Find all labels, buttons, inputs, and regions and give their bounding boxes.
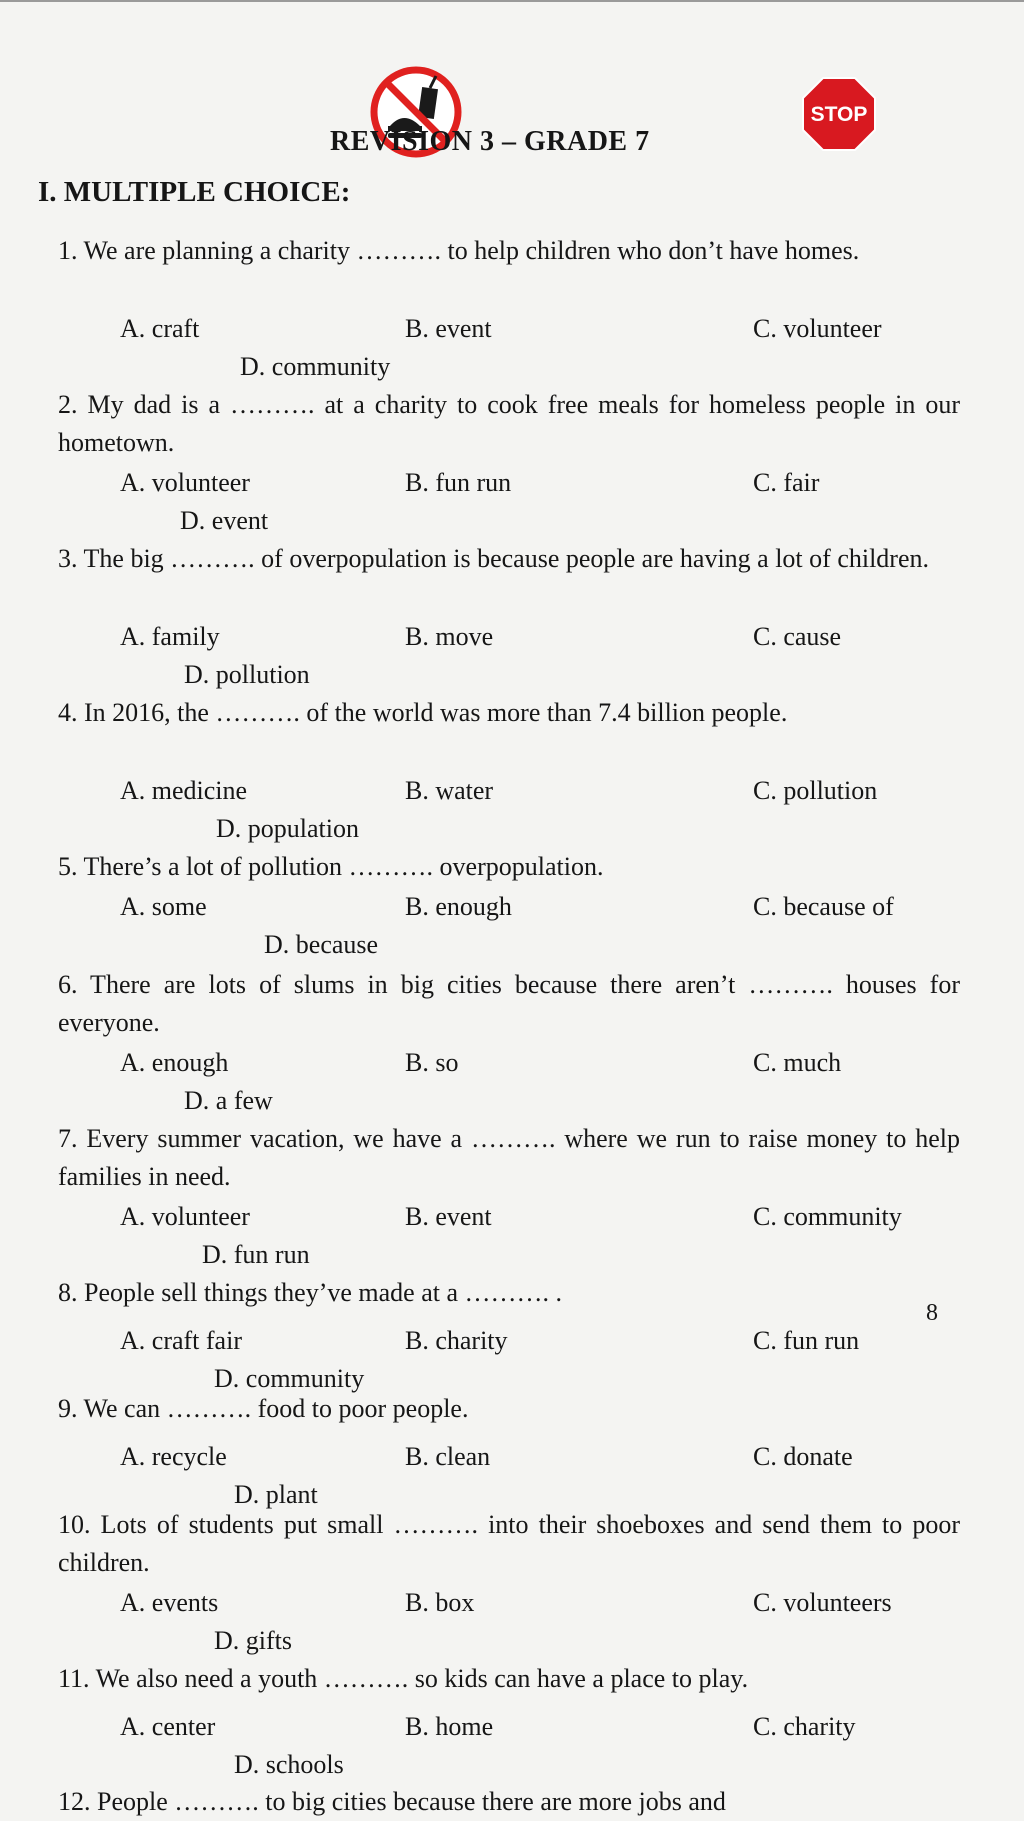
question-text: 11. We also need a youth ………. so kids can have a place to play. — [58, 1664, 749, 1693]
question-9 — [58, 1390, 960, 1428]
option-d: D. event — [180, 506, 269, 535]
option-b: B. water — [405, 776, 494, 805]
option-b: B. box — [405, 1588, 475, 1617]
question-text: 9. We can ………. food to poor people. — [58, 1394, 469, 1423]
option-a: A. center — [120, 1712, 216, 1741]
question-12 — [58, 1783, 960, 1821]
question-5 — [58, 848, 960, 886]
margin-note: 8 — [926, 1300, 938, 1326]
question-text: 12. People ………. to big cities because there are more jobs and — [58, 1787, 726, 1816]
option-a: A. events — [120, 1588, 219, 1617]
option-b: B. move — [405, 622, 494, 651]
page-title: REVISION 3 – GRADE 7 — [330, 126, 650, 157]
question-6 — [58, 966, 960, 1042]
question-text: 6. There are lots of slums in big cities because there aren’t ………. houses for everyone. — [58, 970, 960, 1037]
option-d: D. population — [216, 814, 359, 843]
stop-sign-text: STOP — [810, 103, 868, 126]
question-text: 5. There’s a lot of pollution ………. overpopulation. — [58, 852, 604, 881]
option-a: A. volunteer — [120, 1202, 250, 1231]
option-a: A. family — [120, 622, 220, 651]
section-heading: I. MULTIPLE CHOICE: — [38, 176, 351, 208]
option-d: D. pollution — [184, 660, 310, 689]
question-text: 4. In 2016, the ………. of the world was more than 7.4 billion people. — [58, 698, 788, 727]
option-d: D. plant — [234, 1480, 318, 1509]
option-d: D. community — [214, 1364, 365, 1393]
option-a: A. craft — [120, 314, 200, 343]
question-8 — [58, 1274, 960, 1312]
option-c: C. charity — [753, 1712, 856, 1741]
option-d: D. schools — [234, 1750, 344, 1779]
option-d: D. a few — [184, 1086, 273, 1115]
question-10 — [58, 1506, 960, 1582]
question-text: 7. Every summer vacation, we have a ………. where we run to raise money to help families in need. — [58, 1124, 960, 1191]
option-a: A. enough — [120, 1048, 229, 1077]
option-b: B. clean — [405, 1442, 491, 1471]
option-b: B. fun run — [405, 468, 512, 497]
option-a: A. recycle — [120, 1442, 227, 1471]
option-c: C. cause — [753, 622, 842, 651]
question-2 — [58, 386, 960, 462]
question-1 — [58, 232, 960, 270]
question-text: 3. The big ………. of overpopulation is because people are having a lot of children. — [58, 544, 929, 573]
option-b: B. home — [405, 1712, 494, 1741]
option-b: B. so — [405, 1048, 459, 1077]
option-a: A. volunteer — [120, 468, 250, 497]
option-c: C. pollution — [753, 776, 878, 805]
question-3 — [58, 540, 960, 578]
option-d: D. because — [264, 930, 379, 959]
question-11 — [58, 1660, 960, 1698]
option-c: C. fair — [753, 468, 820, 497]
option-d: D. community — [240, 352, 391, 381]
stop-sign-icon — [801, 76, 877, 152]
option-c: C. volunteers — [753, 1588, 892, 1617]
option-a: A. some — [120, 892, 207, 921]
option-c: C. much — [753, 1048, 842, 1077]
option-b: B. event — [405, 314, 492, 343]
option-c: C. fun run — [753, 1326, 860, 1355]
option-b: B. event — [405, 1202, 492, 1231]
question-7 — [58, 1120, 960, 1196]
option-b: B. enough — [405, 892, 512, 921]
option-a: A. craft fair — [120, 1326, 242, 1355]
option-c: C. community — [753, 1202, 902, 1231]
option-d: D. gifts — [214, 1626, 292, 1655]
option-c: C. because of — [753, 892, 894, 921]
question-text: 10. Lots of students put small ………. into their shoeboxes and send them to poor children. — [58, 1510, 960, 1577]
option-a: A. medicine — [120, 776, 248, 805]
option-b: B. charity — [405, 1326, 508, 1355]
top-rule — [0, 0, 1024, 2]
option-c: C. donate — [753, 1442, 853, 1471]
question-text: 2. My dad is a ………. at a charity to cook free meals for homeless people in our hometown. — [58, 390, 960, 457]
question-text: 8. People sell things they’ve made at a ………. . — [58, 1278, 563, 1307]
question-4 — [58, 694, 960, 732]
option-d: D. fun run — [202, 1240, 310, 1269]
question-text: 1. We are planning a charity ………. to help children who don’t have homes. — [58, 236, 860, 265]
option-c: C. volunteer — [753, 314, 882, 343]
